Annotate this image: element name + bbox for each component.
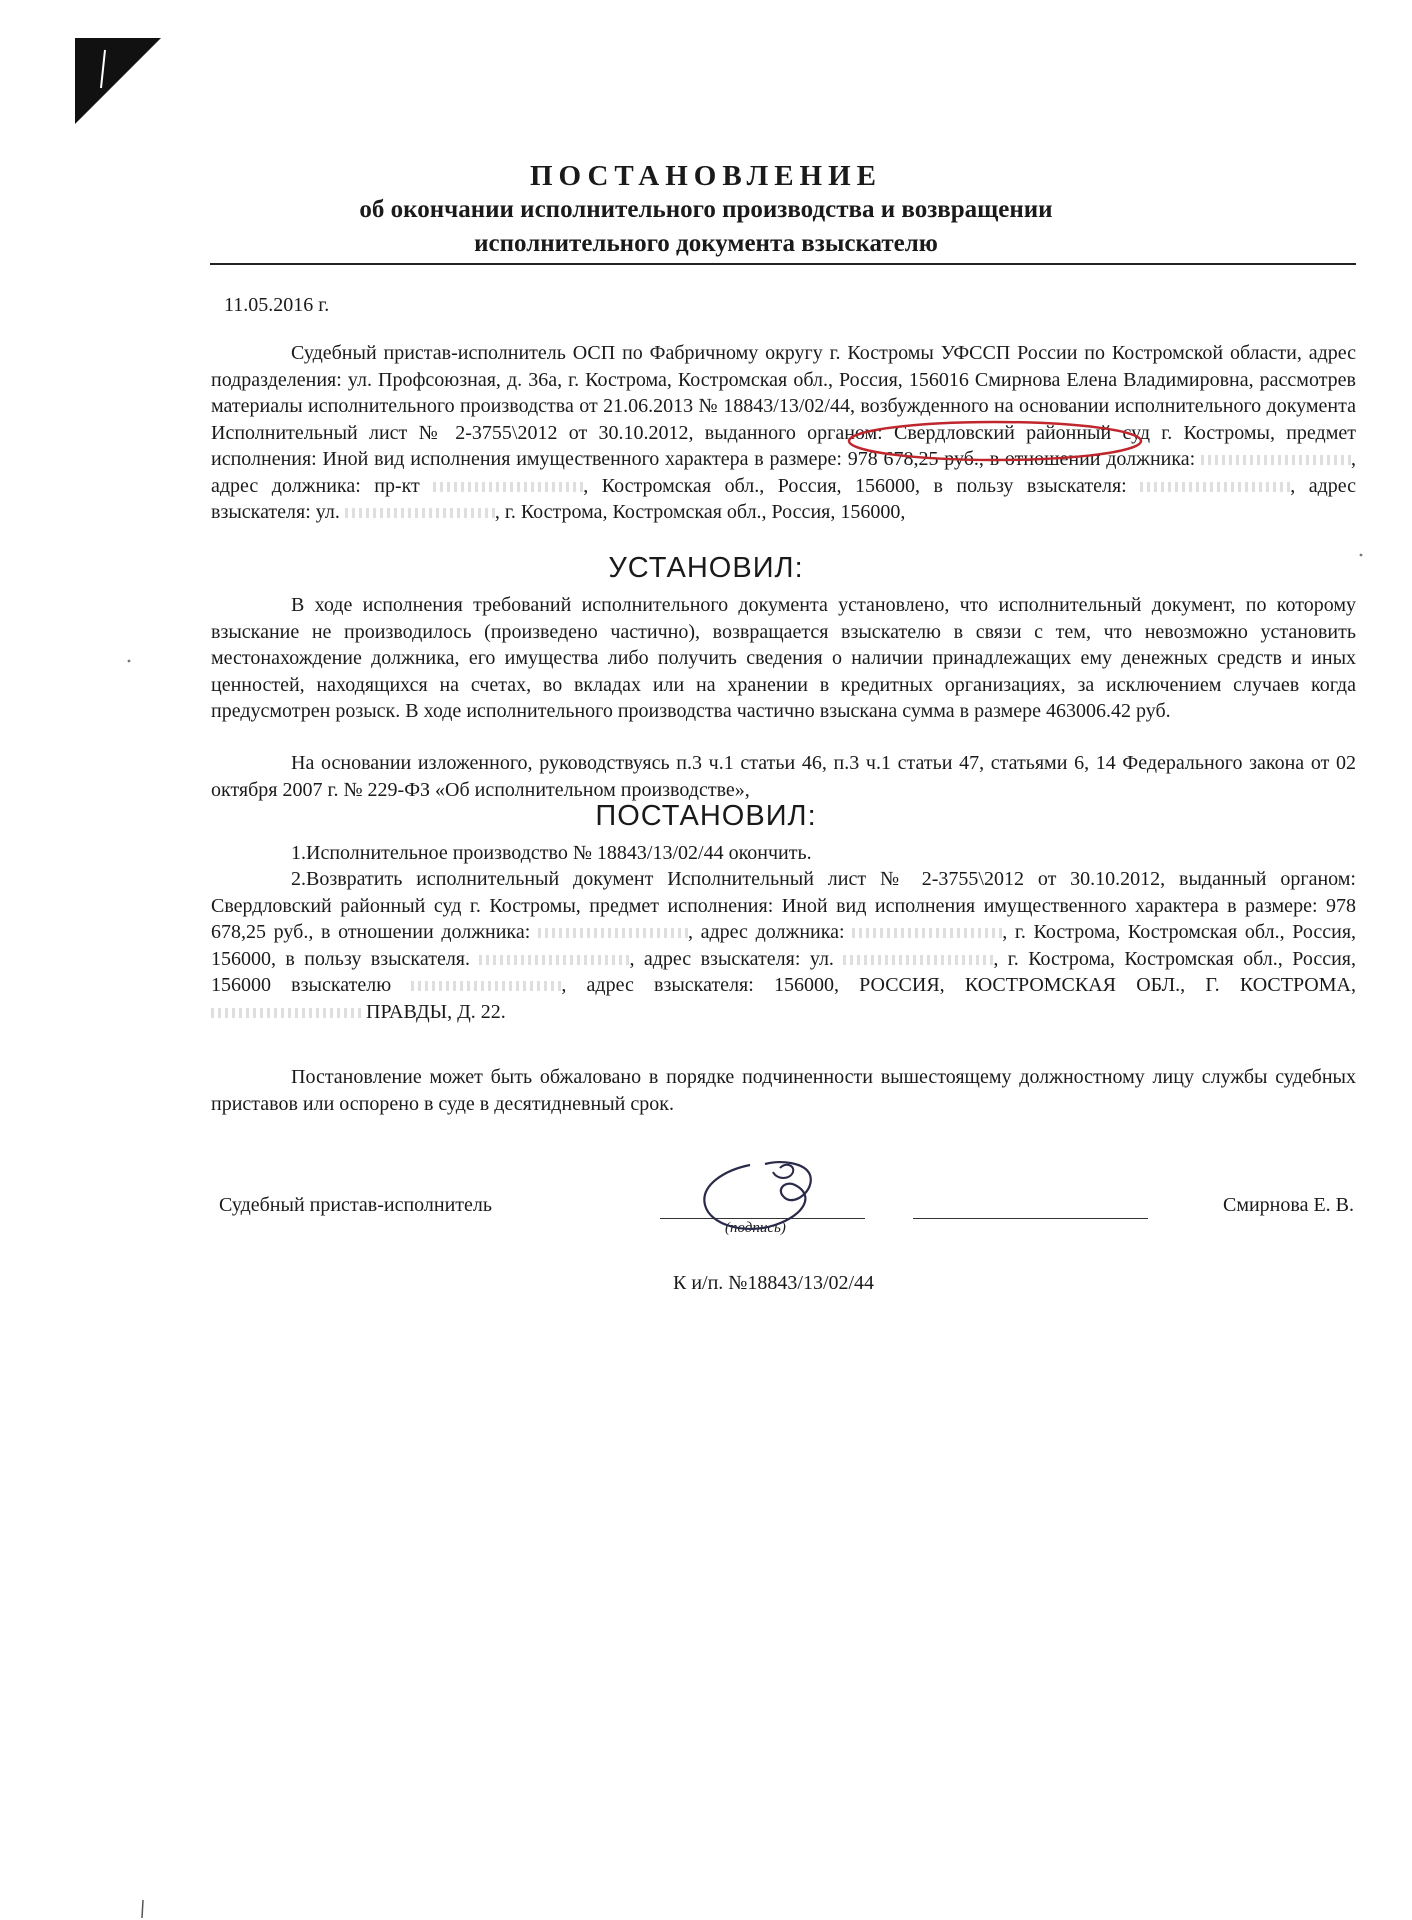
redacted-debtor-address-2 <box>852 928 1002 938</box>
redacted-claimant-name <box>1140 482 1290 492</box>
intro-text: Судебный пристав-исполнитель ОСП по Фабричному округу г. Костромы УФССП России по Костромской области, адрес подразделения: ул. Профсоюзная, д. 36а, г. Кострома, Костромская обл., Россия, 156016 Смирнова Елена Владимировна, рассмотрев материалы исполнительного производства от 21.06.2013 № 18843/13/02/44, возбужденного на основании исполнительного документа Исполнительный лист № 2-3755\2012 от 30.10.2012, выданного органом: Свердловский районный суд г. Костромы, предмет исполнения: Иной вид исполнения имущественного характера в размере: 978 678,25 руб., в отношении должника: <box>211 342 1356 470</box>
decided-second-claimant-address: , адрес взыскателя: 156000, РОССИЯ, КОСТРОМСКАЯ ОБЛ., Г. КОСТРОМА, <box>561 974 1356 996</box>
redacted-street <box>211 1008 361 1018</box>
intro-region: , Костромская обл., Россия, 156000, в пользу взыскателя: <box>583 474 1127 497</box>
red-circle-annotation <box>845 418 1145 464</box>
title-rule <box>210 263 1356 265</box>
document-title: ПОСТАНОВЛЕНИЕ <box>529 160 882 192</box>
redacted-claimant-address <box>345 508 495 518</box>
signer-role: Судебный пристав-исполнитель <box>219 1194 493 1216</box>
document-date: 11.05.2016 г. <box>224 294 330 316</box>
decided-debtor-address-label: , адрес должника: <box>687 921 845 943</box>
corner-scan-mark <box>75 38 165 128</box>
handwritten-signature <box>655 1150 855 1250</box>
established-paragraph-2: На основании изложенного, руководствуясь п.3 ч.1 статьи 46, п.3 ч.1 статьи 47, статьями 6, 14 Федерального закона от 02 октября 2007 г. № 229-ФЗ «Об исполнительном производстве», <box>211 752 1356 801</box>
decided-claimant-address-label: , адрес взыскателя: ул. <box>629 947 834 970</box>
case-reference: К и/п. №18843/13/02/44 <box>673 1272 875 1294</box>
decided-item-1: 1.Исполнительное производство № 18843/13/02/44 окончить. <box>291 842 812 864</box>
redacted-debtor-name <box>1201 455 1351 465</box>
scan-speck <box>1358 552 1364 558</box>
decided-address-end: ПРАВДЫ, Д. 22. <box>366 1000 506 1023</box>
signature-caption: (подпись) <box>725 1220 786 1236</box>
decided-region: , г. Кострома, Костромская обл., Россия, 156000, в пользу взыскателя. <box>211 921 1357 970</box>
signer-name: Смирнова Е. В. <box>1222 1194 1354 1216</box>
intro-claimant-city: , г. Кострома, Костромская обл., Россия, 156000, <box>494 501 906 523</box>
decided-heading: ПОСТАНОВИЛ: <box>595 800 817 832</box>
decided-item-2 <box>211 866 1356 1025</box>
appeal-paragraph: Постановление может быть обжаловано в порядке подчиненности вышестоящему должностному лицу службы судебных приставов или оспорено в суде в десятидневный срок. <box>211 1066 1356 1115</box>
established-heading: УСТАНОВИЛ: <box>608 552 804 584</box>
redacted-claimant-address-2 <box>843 955 993 965</box>
intro-claimant-address-label: , адрес взыскателя: ул. <box>211 474 1356 523</box>
redacted-debtor-address <box>433 482 583 492</box>
document-subtitle-line1: об окончании исполнительного производства и возвращении <box>359 196 1053 223</box>
redacted-second-claimant <box>411 981 561 991</box>
decided-claimant-city: , г. Кострома, Костромская обл., Россия, 156000 взыскателю <box>211 947 1356 996</box>
redacted-debtor-name-2 <box>538 928 688 938</box>
intro-paragraph <box>211 340 1356 526</box>
document-subtitle-line2: исполнительного документа взыскателю <box>474 230 938 257</box>
established-paragraph-1: В ходе исполнения требований исполнительного документа установлено, что исполнительный документ, по которому взыскание не производилось (произведено частично), возвращается взыскателю в связи с тем, что невозможно установить местонахождение должника, его имущества либо получить сведения о наличии принадлежащих ему денежных средств и иных ценностей, находящихся на счетах, во вкладах или на хранении в кредитных организациях, за исключением случаев когда предусмотрен розыск. В ходе исполнительного производства частично взыскана сумма в размере 463006.42 руб. <box>211 594 1356 722</box>
decided-item-2-text: 2.Возвратить исполнительный документ Исполнительный лист № 2-3755\2012 от 30.10.2012, выданный органом: Свердловский районный суд г. Костромы, предмет исполнения: Иной вид исполнения имущественного характера в размере: 978 678,25 руб., в отношении должника: <box>211 868 1356 943</box>
intro-debtor-address-label: , адрес должника: пр-кт <box>211 448 1356 497</box>
scan-speck <box>140 1900 146 1918</box>
scan-speck <box>126 658 132 664</box>
redacted-claimant-name-2 <box>479 955 629 965</box>
name-line <box>913 1218 1148 1219</box>
